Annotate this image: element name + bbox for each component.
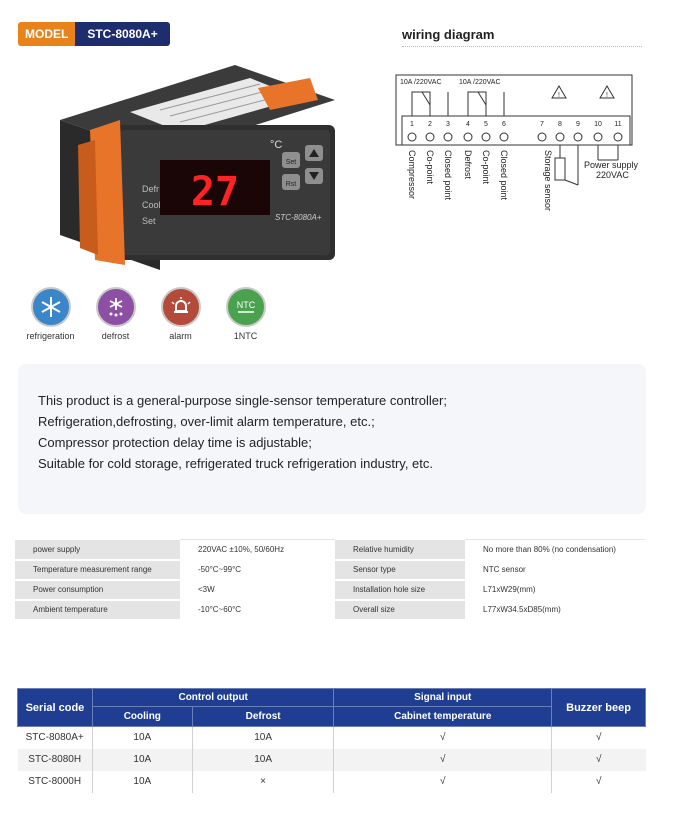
feature-label: refrigeration [26, 331, 75, 341]
cell-cooling: 10A [92, 749, 192, 771]
check-icon: √ [552, 771, 646, 793]
svg-text:!: ! [606, 92, 608, 99]
svg-text:Closed point: Closed point [443, 150, 453, 201]
cell-code: STC-8080A+ [25, 732, 84, 744]
svg-text:Co-point: Co-point [425, 150, 435, 185]
svg-text:8: 8 [558, 121, 562, 128]
feature-ntc [213, 287, 278, 341]
feature-defrost [83, 287, 148, 341]
svg-text:3: 3 [446, 121, 450, 128]
svg-text:Set: Set [285, 159, 297, 166]
check-icon: √ [552, 727, 646, 749]
feature-alarm [148, 287, 213, 341]
svg-text:4: 4 [466, 121, 470, 128]
controller-device-image [20, 60, 340, 275]
spec-key: Installation hole size [335, 580, 465, 600]
snowflake-icon [31, 287, 71, 327]
description-line: This product is a general-purpose single-sensor temperature controller; [38, 393, 447, 408]
table-row [18, 771, 646, 793]
spec-row [15, 600, 645, 620]
cell-cooling: 10A [92, 771, 192, 793]
svg-text:Power supply: Power supply [584, 160, 639, 170]
header-signal-input: Signal input [334, 689, 552, 707]
defrost-icon [96, 287, 136, 327]
wiring-diagram-title: wiring diagram [402, 27, 495, 42]
model-badge [18, 22, 170, 46]
spec-row [15, 540, 645, 560]
spec-row [15, 580, 645, 600]
spec-table [15, 539, 645, 621]
feature-label: alarm [169, 331, 192, 341]
header-control-output: Control output [92, 689, 334, 707]
table-row [18, 749, 646, 771]
svg-text:10A /220VAC: 10A /220VAC [400, 79, 442, 86]
check-icon: √ [334, 771, 552, 793]
svg-text:Storage sensor: Storage sensor [543, 150, 553, 212]
spec-key: Power consumption [15, 580, 180, 600]
svg-text:1: 1 [410, 121, 414, 128]
svg-text:Cool: Cool [142, 200, 161, 210]
svg-text:STC-8080A+: STC-8080A+ [275, 213, 322, 222]
spec-value: L77xW34.5xD85(mm) [465, 600, 645, 620]
feature-list [18, 287, 278, 341]
wiring-diagram [394, 70, 654, 230]
svg-text:Co-point: Co-point [481, 150, 491, 185]
cell-code: STC-8080H [18, 749, 93, 771]
svg-text:!: ! [558, 92, 560, 99]
spec-value: -10°C~60°C [180, 600, 335, 620]
display-reading: 27 [190, 169, 240, 215]
spec-key: Temperature measurement range [15, 560, 180, 580]
svg-text:220VAC: 220VAC [596, 170, 629, 180]
svg-text:6: 6 [502, 121, 506, 128]
feature-label: 1NTC [233, 331, 258, 341]
header-serial-code: Serial code [18, 689, 93, 727]
spec-value: NTC sensor [465, 560, 645, 580]
svg-text:10A /220VAC: 10A /220VAC [459, 79, 501, 86]
description-line: Compressor protection delay time is adjustable; [38, 435, 312, 450]
description-line: Refrigeration,defrosting, over-limit alarm temperature, etc.; [38, 414, 375, 429]
description-panel [18, 364, 646, 514]
svg-text:9: 9 [576, 121, 580, 128]
model-label: MODEL [18, 22, 75, 46]
check-icon: √ [552, 749, 646, 771]
alarm-icon [161, 287, 201, 327]
spec-key: Relative humidity [335, 540, 465, 560]
check-icon: √ [334, 749, 552, 771]
svg-text:7: 7 [540, 121, 544, 128]
svg-text:10: 10 [594, 121, 602, 128]
ntc-icon [226, 287, 266, 327]
cell-defrost: 10A [192, 749, 334, 771]
spec-value: <3W [180, 580, 335, 600]
header-cabinet-temperature: Cabinet temperature [334, 707, 552, 727]
spec-key: power supply [15, 540, 180, 560]
spec-value: -50°C~99°C [180, 560, 335, 580]
description-line: Suitable for cold storage, refrigerated truck refrigeration industry, etc. [38, 456, 434, 471]
spec-key: Sensor type [335, 560, 465, 580]
cell-cooling: 10A [92, 727, 192, 749]
svg-text:Compressor: Compressor [407, 150, 417, 200]
check-icon: √ [334, 727, 552, 749]
svg-text:Closed point: Closed point [499, 150, 509, 201]
svg-text:Set: Set [142, 216, 156, 226]
spec-value: L71xW29(mm) [465, 580, 645, 600]
svg-text:5: 5 [484, 121, 488, 128]
cell-defrost: 10A [192, 727, 334, 749]
svg-text:Rst: Rst [285, 181, 297, 188]
product-table [17, 688, 646, 793]
table-row [18, 727, 646, 749]
divider [402, 46, 642, 47]
spec-row [15, 560, 645, 580]
svg-text:11: 11 [614, 121, 622, 128]
cross-icon: × [192, 771, 334, 793]
svg-text:NTC: NTC [236, 300, 255, 310]
spec-value: No more than 80% (no condensation) [465, 540, 645, 560]
svg-text:Defr: Defr [142, 184, 160, 194]
feature-refrigeration [18, 287, 83, 341]
svg-text:°C: °C [270, 139, 283, 151]
svg-text:Defrost: Defrost [463, 150, 473, 180]
model-value: STC-8080A+ [75, 22, 169, 46]
feature-label: defrost [101, 331, 130, 341]
header-buzzer-beep: Buzzer beep [552, 689, 646, 727]
spec-value: 220VAC ±10%, 50/60Hz [180, 540, 335, 560]
spec-key: Ambient temperature [15, 600, 180, 620]
svg-text:2: 2 [428, 121, 432, 128]
header-defrost: Defrost [192, 707, 334, 727]
header-cooling: Cooling [92, 707, 192, 727]
spec-key: Overall size [335, 600, 465, 620]
cell-code: STC-8000H [28, 776, 82, 787]
